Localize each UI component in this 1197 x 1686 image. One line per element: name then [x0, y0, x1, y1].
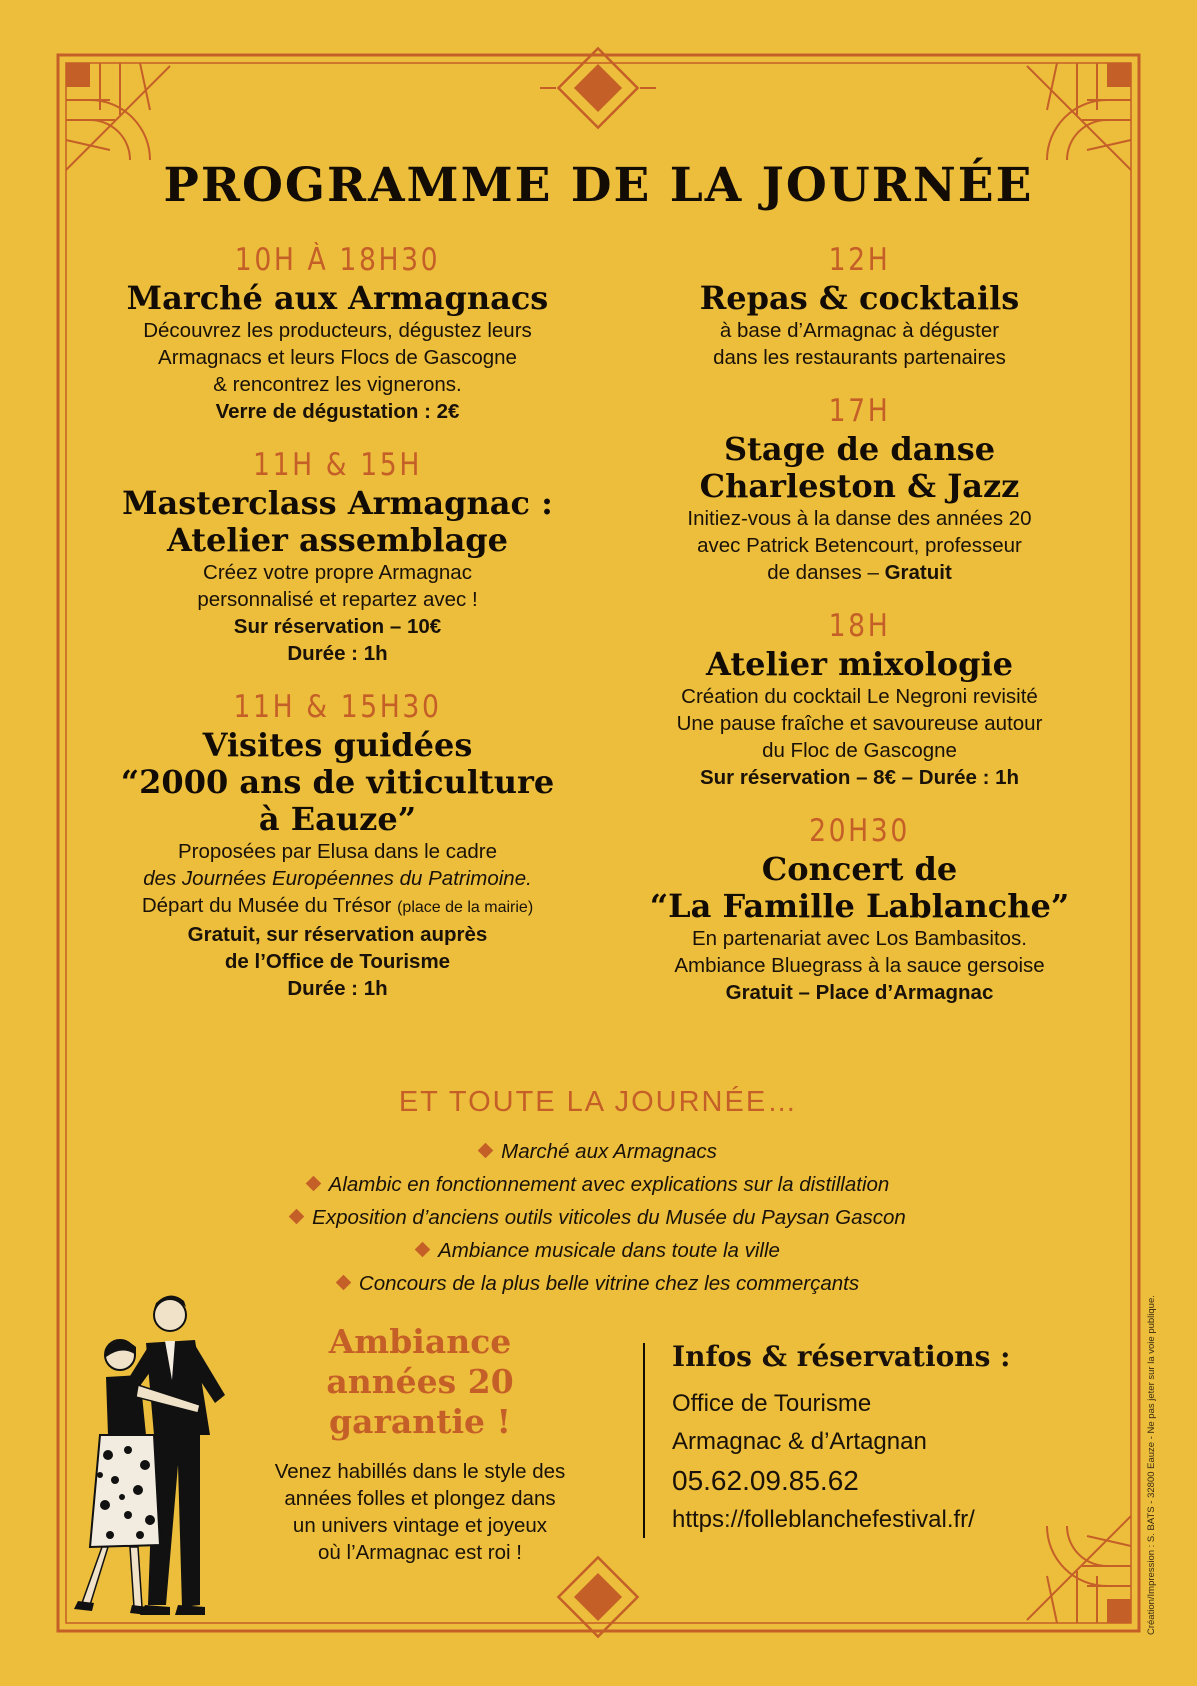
event-danse	[612, 391, 1107, 586]
all-day-title: ET TOUTE LA JOURNÉE…	[398, 1086, 799, 1118]
event-line-main: Départ du Musée du Trésor	[141, 894, 392, 917]
event-price: Sur réservation – 8€ – Durée : 1h	[699, 766, 1020, 789]
diamond-bullet-icon	[415, 1242, 431, 1258]
event-heading: Concert de	[761, 850, 958, 888]
event-line: Créez votre propre Armagnac	[203, 561, 472, 584]
event-line: Une pause fraîche et savoureuse autour	[676, 712, 1043, 735]
event-line: Ambiance Bluegrass à la sauce gersoise	[674, 954, 1045, 977]
event-time: 11H & 15H	[253, 447, 422, 483]
event-time: 10H À 18H30	[234, 242, 441, 278]
event-heading: Stage de danse	[723, 430, 996, 468]
event-price: Gratuit, sur réservation auprès	[187, 923, 488, 946]
diamond-bullet-icon	[336, 1275, 352, 1291]
event-line: En partenariat avec Los Bambasitos.	[691, 927, 1028, 950]
event-time: 18H	[828, 608, 891, 644]
ambiance-heading-line: Ambiance	[328, 1322, 512, 1361]
all-day-list	[0, 1135, 1197, 1300]
event-line: & rencontrez les vignerons.	[213, 373, 462, 396]
event-heading: Visites guidées	[202, 726, 473, 764]
ambiance-line: années folles et plongez dans	[284, 1487, 556, 1510]
list-item-text: Marché aux Armagnacs	[501, 1140, 717, 1163]
event-line	[612, 559, 1107, 586]
page-title: PROGRAMME DE LA JOURNÉE	[163, 158, 1034, 213]
event-line: du Floc de Gascogne	[762, 739, 957, 762]
diamond-bullet-icon	[305, 1176, 321, 1192]
infos-url-link[interactable]: https://folleblanchefestival.fr/	[672, 1506, 975, 1533]
ambiance-heading-line: garantie !	[329, 1402, 511, 1441]
event-price: Gratuit – Place d’Armagnac	[725, 981, 994, 1004]
event-visites	[90, 687, 585, 1002]
event-heading: Atelier mixologie	[706, 645, 1013, 683]
infos-org: Office de Tourisme	[672, 1390, 872, 1417]
event-heading: à Eauze”	[258, 800, 417, 838]
event-line: Armagnacs et leurs Flocs de Gascogne	[158, 346, 517, 369]
list-item-text: Alambic en fonctionnement avec explications sur la distillation	[328, 1173, 890, 1196]
ambiance-line: un univers vintage et joyeux	[292, 1514, 548, 1537]
right-column	[612, 240, 1107, 1026]
list-item	[0, 1234, 1197, 1267]
event-line: Découvrez les producteurs, dégustez leurs	[143, 319, 532, 342]
infos-phone[interactable]: 05.62.09.85.62	[672, 1465, 859, 1496]
credit-text: Création/Impression : S. BATS - 32800 Eauze - Ne pas jeter sur la voie publique.	[1146, 1295, 1157, 1635]
diamond-bullet-icon	[289, 1209, 305, 1225]
top-right-corner-ornament	[1027, 63, 1131, 170]
list-item-text: Exposition d’anciens outils viticoles du Musée du Paysan Gascon	[312, 1206, 906, 1229]
top-diamond-ornament	[540, 48, 656, 127]
event-line: personnalisé et repartez avec !	[197, 588, 478, 611]
event-line: Proposées par Elusa dans le cadre	[177, 840, 498, 863]
event-heading: Repas & cocktails	[699, 279, 1020, 317]
diamond-bullet-icon	[478, 1143, 494, 1159]
event-price: Verre de dégustation : 2€	[215, 400, 460, 423]
event-price: de l’Office de Tourisme	[224, 950, 451, 973]
event-marche	[90, 240, 585, 425]
bottom-diamond-ornament	[558, 1557, 637, 1636]
infos-block	[672, 1340, 1072, 1539]
ambiance-heading-line: années 20	[326, 1362, 514, 1401]
event-heading: Atelier assemblage	[166, 521, 509, 559]
ambiance-line: où l’Armagnac est roi !	[318, 1541, 522, 1564]
infos-org: Armagnac & d’Artagnan	[672, 1428, 927, 1455]
infos-heading: Infos & réservations :	[672, 1340, 1011, 1373]
event-heading: Marché aux Armagnacs	[126, 279, 549, 317]
event-line	[90, 892, 585, 921]
event-duration: Durée : 1h	[287, 642, 388, 665]
event-line: Initiez-vous à la danse des années 20	[687, 507, 1032, 530]
event-time: 11H & 15H30	[233, 689, 442, 725]
event-price: Sur réservation – 10€	[233, 615, 442, 638]
event-time: 12H	[828, 242, 891, 278]
event-line: dans les restaurants partenaires	[713, 346, 1006, 369]
list-item-text: Concours de la plus belle vitrine chez les commerçants	[358, 1272, 860, 1295]
event-duration: Durée : 1h	[287, 977, 388, 1000]
list-item-text: Ambiance musicale dans toute la ville	[438, 1239, 780, 1262]
event-concert	[612, 811, 1107, 1006]
event-line-note: (place de la mairie)	[397, 899, 534, 916]
ambiance-line: Venez habillés dans le style des	[274, 1460, 566, 1483]
event-heading: “La Famille Lablanche”	[649, 887, 1070, 925]
left-column	[90, 240, 585, 1022]
event-time: 17H	[828, 393, 891, 429]
event-price: Gratuit	[884, 561, 952, 584]
event-repas	[612, 240, 1107, 371]
event-mixologie	[612, 606, 1107, 791]
event-heading: “2000 ans de viticulture	[120, 763, 555, 801]
event-line-main: de danses –	[767, 561, 879, 584]
event-heading: Masterclass Armagnac :	[122, 484, 553, 522]
list-item	[0, 1135, 1197, 1168]
divider	[643, 1343, 645, 1538]
ambiance-text	[220, 1458, 620, 1566]
event-line: avec Patrick Betencourt, professeur	[697, 534, 1022, 557]
list-item	[0, 1168, 1197, 1201]
event-line: des Journées Européennes du Patrimoine.	[143, 867, 532, 890]
event-line: Création du cocktail Le Negroni revisité	[681, 685, 1038, 708]
top-left-corner-ornament	[66, 63, 170, 170]
event-heading: Charleston & Jazz	[699, 467, 1020, 505]
dancing-couple-illustration	[50, 1285, 245, 1620]
list-item	[0, 1201, 1197, 1234]
event-line: à base d’Armagnac à déguster	[719, 319, 1000, 342]
ambiance-heading	[250, 1322, 590, 1442]
event-time: 20H30	[809, 813, 910, 849]
event-masterclass	[90, 445, 585, 667]
